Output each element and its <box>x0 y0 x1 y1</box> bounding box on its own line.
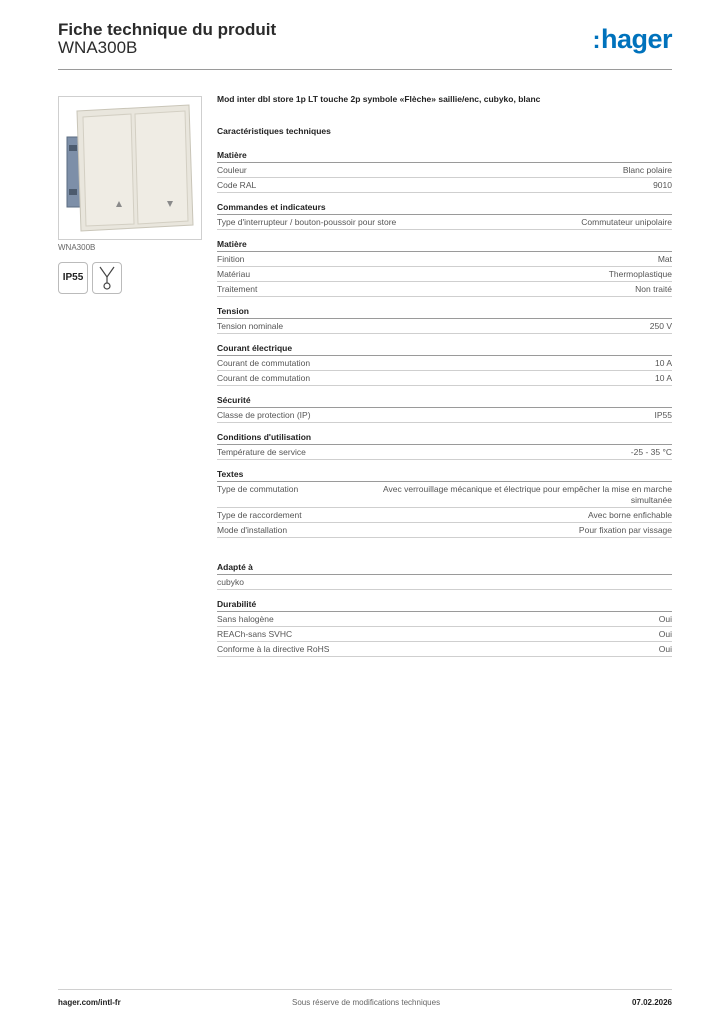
spec-row <box>217 575 672 590</box>
hager-logo: :hager <box>592 24 672 54</box>
spec-value: Avec verrouillage mécanique et électrique pour empêcher la mise en marche simultanée <box>383 483 672 505</box>
spec-row <box>217 178 672 193</box>
spec-row <box>217 627 672 642</box>
spec-section <box>217 432 672 460</box>
section-title: Courant électrique <box>217 343 672 356</box>
footer-date: 07.02.2026 <box>631 998 672 1007</box>
spec-section <box>217 469 672 538</box>
spec-section <box>217 306 672 334</box>
spec-row <box>217 267 672 282</box>
logo-text: hager <box>600 24 672 54</box>
spec-row <box>217 215 672 230</box>
section-title: Textes <box>217 469 672 482</box>
spec-label: Classe de protection (IP) <box>217 409 311 420</box>
product-image <box>58 96 202 240</box>
spec-value: Oui <box>658 628 672 639</box>
spec-row <box>217 252 672 267</box>
product-caption: WNA300B <box>58 243 96 252</box>
spec-section <box>217 150 672 193</box>
spec-row <box>217 356 672 371</box>
spec-row <box>217 163 672 178</box>
spec-label: Matériau <box>217 268 251 279</box>
spec-value: 10 A <box>654 357 672 368</box>
spec-label: Sans halogène <box>217 613 274 624</box>
spec-section <box>217 202 672 230</box>
spec-label: Courant de commutation <box>217 357 311 368</box>
spec-section <box>217 599 672 657</box>
spec-section <box>217 343 672 386</box>
mount-symbol <box>93 263 121 293</box>
footer-divider <box>58 989 672 990</box>
spec-row <box>217 319 672 334</box>
spec-row <box>217 482 672 508</box>
spec-label: Tension nominale <box>217 320 284 331</box>
spec-label: Type de commutation <box>217 483 299 494</box>
spec-value: -25 - 35 °C <box>630 446 672 457</box>
spec-row <box>217 523 672 538</box>
surface-mount-icon <box>92 262 122 294</box>
spec-content <box>217 94 672 666</box>
spec-row <box>217 508 672 523</box>
spec-row <box>217 642 672 657</box>
spec-section <box>217 239 672 297</box>
spec-value: 9010 <box>653 179 672 190</box>
product-code: WNA300B <box>58 38 138 57</box>
spec-value: Mat <box>657 253 672 264</box>
section-title: Matière <box>217 239 672 252</box>
spec-label: REACh-sans SVHC <box>217 628 293 639</box>
ip-rating-badge: IP55 <box>58 262 88 294</box>
section-title: Adapté à <box>217 562 672 575</box>
spec-label: Type d'interrupteur / bouton-poussoir pour store <box>217 216 397 227</box>
spec-label: Température de service <box>217 446 306 457</box>
spec-label: Courant de commutation <box>217 372 311 383</box>
spec-value: Oui <box>658 643 672 654</box>
section-title: Tension <box>217 306 672 319</box>
section-title: Matière <box>217 150 672 163</box>
spec-row <box>217 371 672 386</box>
spec-sections <box>217 150 672 657</box>
product-description: Mod inter dbl store 1p LT touche 2p symbole «Flèche» saillie/enc, cubyko, blanc <box>217 94 541 104</box>
spec-value: 250 V <box>649 320 672 331</box>
spec-label: Conforme à la directive RoHS <box>217 643 330 654</box>
footer-notice: Sous réserve de modifications techniques <box>292 998 441 1007</box>
spec-label: Traitement <box>217 283 258 294</box>
spec-value: Commutateur unipolaire <box>581 216 672 227</box>
footer-website[interactable]: hager.com/intl-fr <box>58 998 121 1007</box>
spec-value: Oui <box>658 613 672 624</box>
section-title: Durabilité <box>217 599 672 612</box>
section-title: Conditions d'utilisation <box>217 432 672 445</box>
spec-value: Avec borne enfichable <box>588 509 672 520</box>
spec-label: cubyko <box>217 576 244 587</box>
spec-value: 10 A <box>654 372 672 383</box>
spec-row <box>217 445 672 460</box>
spec-value: IP55 <box>654 409 672 420</box>
spec-label: Couleur <box>217 164 247 175</box>
spec-label: Finition <box>217 253 245 264</box>
spec-section <box>217 562 672 590</box>
spec-label: Type de raccordement <box>217 509 302 520</box>
spec-label: Code RAL <box>217 179 257 190</box>
spec-row <box>217 612 672 627</box>
spec-value: Pour fixation par vissage <box>578 524 672 535</box>
switch-illustration <box>59 97 201 239</box>
spec-label: Mode d'installation <box>217 524 288 535</box>
characteristics-title: Caractéristiques techniques <box>217 126 331 136</box>
spec-value: Thermoplastique <box>608 268 672 279</box>
section-title: Sécurité <box>217 395 672 408</box>
header-divider <box>58 69 672 70</box>
spec-value: Non traité <box>635 283 672 294</box>
page-title: Fiche technique du produit <box>58 20 277 39</box>
section-title: Commandes et indicateurs <box>217 202 672 215</box>
spec-section <box>217 395 672 423</box>
spec-value: Blanc polaire <box>622 164 672 175</box>
spec-row <box>217 408 672 423</box>
spec-row <box>217 282 672 297</box>
